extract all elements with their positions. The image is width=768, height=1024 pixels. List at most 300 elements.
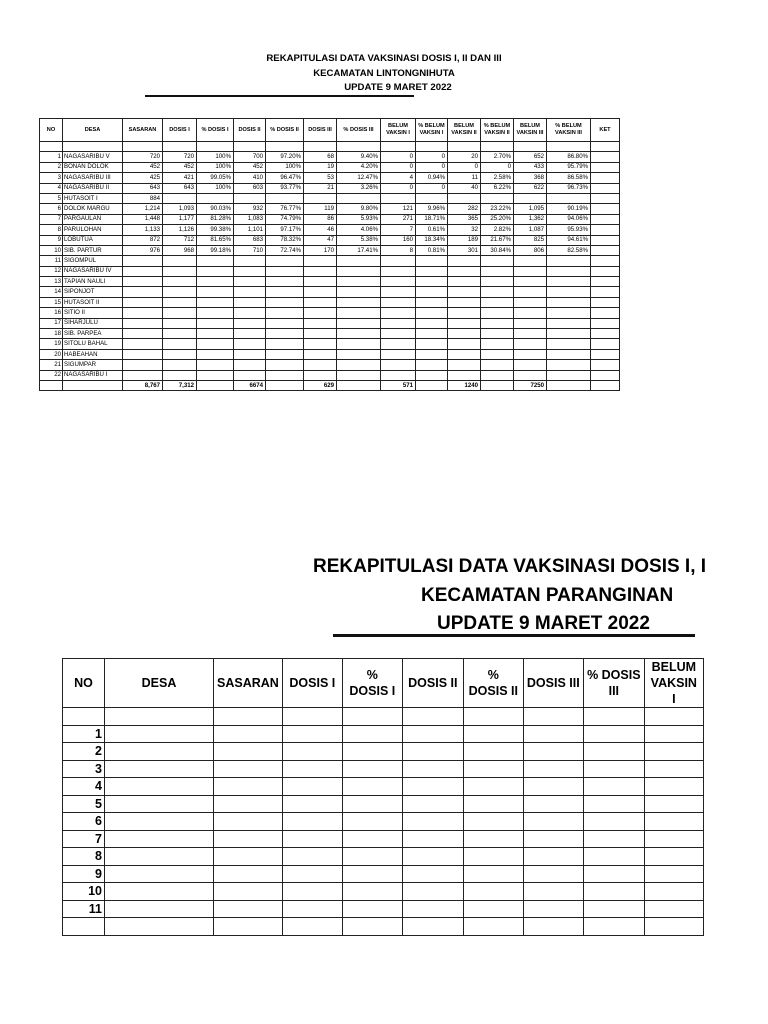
- table-cell: 643: [163, 183, 197, 193]
- village-name: DOLOK MARGU: [63, 204, 123, 214]
- table-cell: [337, 308, 381, 318]
- table-cell: [644, 760, 703, 778]
- table-cell: [547, 318, 591, 328]
- table-cell: [381, 308, 416, 318]
- table-cell: 1,448: [123, 214, 163, 224]
- table-row: [63, 760, 704, 778]
- table-cell: [448, 297, 481, 307]
- row-number: 1: [63, 725, 105, 743]
- table-cell: 976: [123, 245, 163, 255]
- table-cell: [514, 287, 547, 297]
- table-cell: [523, 708, 583, 726]
- table-cell: [381, 277, 416, 287]
- table-cell: [163, 287, 197, 297]
- table-cell: 99.38%: [197, 225, 234, 235]
- table-cell: [282, 813, 342, 831]
- table-cell: [583, 883, 644, 901]
- table-cell: [591, 360, 620, 370]
- table-row: [40, 193, 620, 203]
- total-cell: [481, 380, 514, 390]
- column-header: % BELUM VAKSIN I: [416, 119, 448, 142]
- table-cell: [547, 329, 591, 339]
- table-cell: [514, 360, 547, 370]
- table-cell: 884: [123, 193, 163, 203]
- table-cell: [547, 349, 591, 359]
- table-cell: [448, 360, 481, 370]
- table-cell: 90.03%: [197, 204, 234, 214]
- row-number: 7: [63, 830, 105, 848]
- table-cell: [337, 339, 381, 349]
- total-cell: [197, 380, 234, 390]
- table-cell: [123, 339, 163, 349]
- table-cell: 1,101: [234, 225, 266, 235]
- table-cell: 3.26%: [337, 183, 381, 193]
- table-cell: 301: [448, 245, 481, 255]
- table-cell: [342, 918, 402, 936]
- table-row: [40, 308, 620, 318]
- table-row: [40, 214, 620, 224]
- table-cell: 4.06%: [337, 225, 381, 235]
- table-cell: 5.38%: [337, 235, 381, 245]
- table-cell: 170: [304, 245, 337, 255]
- table-row: [40, 266, 620, 276]
- table-cell: 0: [448, 162, 481, 172]
- column-header: BELUM VAKSIN III: [514, 119, 547, 142]
- table-cell: 12.47%: [337, 173, 381, 183]
- table-cell: 32: [448, 225, 481, 235]
- village-name: LOBUTUA: [63, 235, 123, 245]
- table-cell: [123, 142, 163, 152]
- title-line-3: UPDATE 9 MARET 2022: [344, 82, 452, 93]
- table-cell: [105, 883, 214, 901]
- table-cell: [591, 204, 620, 214]
- table-cell: [214, 813, 283, 831]
- table-cell: 825: [514, 235, 547, 245]
- table-cell: [463, 865, 523, 883]
- table-cell: 0: [416, 162, 448, 172]
- table-cell: [197, 193, 234, 203]
- table-cell: [123, 277, 163, 287]
- table-cell: [463, 848, 523, 866]
- row-number: 7: [40, 214, 63, 224]
- table-cell: [123, 256, 163, 266]
- table-cell: [266, 256, 304, 266]
- table-cell: 95.93%: [547, 225, 591, 235]
- table-cell: [463, 795, 523, 813]
- table-cell: [266, 349, 304, 359]
- row-number: 2: [63, 743, 105, 761]
- row-number: 1: [40, 152, 63, 162]
- table-cell: [416, 297, 448, 307]
- table-cell: [523, 883, 583, 901]
- table-cell: [197, 297, 234, 307]
- table-cell: 1,362: [514, 214, 547, 224]
- table-cell: 25.20%: [481, 214, 514, 224]
- row-number: 17: [40, 318, 63, 328]
- table-cell: 68: [304, 152, 337, 162]
- blank-row: [63, 708, 704, 726]
- table-row: [63, 725, 704, 743]
- table-cell: [163, 256, 197, 266]
- table-cell: [234, 329, 266, 339]
- table-cell: [644, 708, 703, 726]
- table-cell: [40, 142, 63, 152]
- table-cell: [591, 339, 620, 349]
- table-cell: [448, 370, 481, 380]
- table-cell: [591, 142, 620, 152]
- table-cell: [123, 266, 163, 276]
- table-cell: [197, 329, 234, 339]
- table-cell: [214, 778, 283, 796]
- table-cell: [214, 743, 283, 761]
- table-row: [40, 329, 620, 339]
- table-cell: [381, 256, 416, 266]
- table-cell: [481, 318, 514, 328]
- table-cell: [583, 725, 644, 743]
- table-cell: [644, 778, 703, 796]
- table-cell: [448, 287, 481, 297]
- table-cell: 1,126: [163, 225, 197, 235]
- table-cell: [591, 152, 620, 162]
- village-name: HUTASOIT I: [63, 193, 123, 203]
- table-cell: 433: [514, 162, 547, 172]
- table-cell: 8: [381, 245, 416, 255]
- table-cell: 121: [381, 204, 416, 214]
- table-cell: [416, 193, 448, 203]
- table-cell: [481, 360, 514, 370]
- table-cell: [342, 708, 402, 726]
- row-number: 19: [40, 339, 63, 349]
- total-cell: [416, 380, 448, 390]
- table-cell: [514, 308, 547, 318]
- table-cell: [591, 266, 620, 276]
- table-cell: [523, 725, 583, 743]
- table-cell: [514, 256, 547, 266]
- table-cell: 30.84%: [481, 245, 514, 255]
- table-cell: [234, 318, 266, 328]
- row-number: 13: [40, 277, 63, 287]
- table-cell: [197, 370, 234, 380]
- table-cell: 452: [123, 162, 163, 172]
- table-cell: 119: [304, 204, 337, 214]
- table-cell: [463, 708, 523, 726]
- table-cell: [402, 918, 463, 936]
- table-cell: [547, 256, 591, 266]
- table-cell: [381, 266, 416, 276]
- row-number: 3: [40, 173, 63, 183]
- table-cell: [105, 743, 214, 761]
- table-cell: 710: [234, 245, 266, 255]
- table-cell: [514, 370, 547, 380]
- table-cell: [105, 848, 214, 866]
- table-cell: [481, 370, 514, 380]
- table-cell: [583, 900, 644, 918]
- table-cell: [402, 830, 463, 848]
- total-cell: [40, 380, 63, 390]
- table-cell: [463, 813, 523, 831]
- table-cell: 932: [234, 204, 266, 214]
- table-cell: [163, 360, 197, 370]
- table-cell: [342, 830, 402, 848]
- table-cell: 806: [514, 245, 547, 255]
- column-header: DOSIS I: [163, 119, 197, 142]
- table-cell: 683: [234, 235, 266, 245]
- table-cell: [123, 297, 163, 307]
- table-cell: 40: [448, 183, 481, 193]
- table-cell: [583, 865, 644, 883]
- table-cell: 18.34%: [416, 235, 448, 245]
- table-cell: [197, 308, 234, 318]
- row-number: 8: [63, 848, 105, 866]
- village-name: HUTASOIT II: [63, 297, 123, 307]
- table-cell: [342, 760, 402, 778]
- title-underline: [145, 95, 414, 97]
- vaccination-table-paranginan: [62, 658, 704, 936]
- table-cell: [105, 830, 214, 848]
- table-cell: [547, 142, 591, 152]
- table-cell: [304, 318, 337, 328]
- village-name: PARGAULAN: [63, 214, 123, 224]
- table-cell: [63, 708, 105, 726]
- table-cell: [402, 708, 463, 726]
- total-cell: 6674: [234, 380, 266, 390]
- table-row: [63, 743, 704, 761]
- row-number: 10: [40, 245, 63, 255]
- table-cell: [523, 778, 583, 796]
- column-header: % BELUM VAKSIN II: [481, 119, 514, 142]
- table-cell: [214, 830, 283, 848]
- table-cell: [304, 287, 337, 297]
- row-number: 20: [40, 349, 63, 359]
- table-cell: [197, 287, 234, 297]
- table-cell: 365: [448, 214, 481, 224]
- table-cell: [381, 193, 416, 203]
- table-cell: 46: [304, 225, 337, 235]
- title-line-2: KECAMATAN LINTONGNIHUTA: [313, 68, 455, 79]
- table-cell: [381, 287, 416, 297]
- table-cell: 0.81%: [416, 245, 448, 255]
- table-cell: [342, 900, 402, 918]
- table-cell: [583, 918, 644, 936]
- table-cell: [591, 287, 620, 297]
- table-cell: [342, 743, 402, 761]
- table-cell: [591, 308, 620, 318]
- table-cell: [105, 813, 214, 831]
- table-row: [40, 235, 620, 245]
- table-cell: [448, 349, 481, 359]
- table-cell: [123, 349, 163, 359]
- table-cell: [402, 900, 463, 918]
- table-cell: 100%: [266, 162, 304, 172]
- table-cell: [304, 349, 337, 359]
- table-cell: [381, 329, 416, 339]
- table-cell: [481, 329, 514, 339]
- table-cell: [514, 193, 547, 203]
- column-header: DOSIS II: [402, 659, 463, 708]
- table-cell: [105, 778, 214, 796]
- table-cell: [514, 339, 547, 349]
- table-cell: 97.20%: [266, 152, 304, 162]
- table-cell: 1,214: [123, 204, 163, 214]
- table-cell: [514, 349, 547, 359]
- table-cell: 78.32%: [266, 235, 304, 245]
- table-cell: [523, 743, 583, 761]
- table-cell: [416, 308, 448, 318]
- table-cell: 82.58%: [547, 245, 591, 255]
- table-cell: [105, 795, 214, 813]
- table-cell: [523, 760, 583, 778]
- table-cell: [591, 183, 620, 193]
- column-header: % DOSIS II: [266, 119, 304, 142]
- table-cell: 0: [381, 183, 416, 193]
- table-cell: [105, 865, 214, 883]
- table-cell: 0: [381, 152, 416, 162]
- row-number: 5: [40, 193, 63, 203]
- village-name: BONAN DOLOK: [63, 162, 123, 172]
- column-header: SASARAN: [123, 119, 163, 142]
- table-cell: 720: [163, 152, 197, 162]
- table-cell: 2.58%: [481, 173, 514, 183]
- column-header: DOSIS I: [282, 659, 342, 708]
- column-header: DOSIS III: [304, 119, 337, 142]
- table-cell: 452: [163, 162, 197, 172]
- table-cell: [591, 162, 620, 172]
- table-cell: [591, 235, 620, 245]
- table-cell: [381, 370, 416, 380]
- table-cell: [591, 297, 620, 307]
- table-cell: [402, 883, 463, 901]
- table-cell: 1,087: [514, 225, 547, 235]
- table-row: [40, 204, 620, 214]
- table-cell: [547, 360, 591, 370]
- table-cell: [63, 918, 105, 936]
- table-cell: 712: [163, 235, 197, 245]
- table-cell: [337, 349, 381, 359]
- table-cell: [547, 339, 591, 349]
- table-row: [40, 349, 620, 359]
- table-cell: [337, 297, 381, 307]
- table-cell: 100%: [197, 162, 234, 172]
- table-cell: [416, 318, 448, 328]
- village-name: SIPONJOT: [63, 287, 123, 297]
- table-cell: [381, 318, 416, 328]
- row-number: 12: [40, 266, 63, 276]
- table-cell: [644, 918, 703, 936]
- table-cell: [163, 308, 197, 318]
- table-cell: [234, 277, 266, 287]
- table-cell: 100%: [197, 152, 234, 162]
- table-cell: 94.06%: [547, 214, 591, 224]
- table-cell: [234, 297, 266, 307]
- table-cell: [547, 277, 591, 287]
- table-cell: [463, 743, 523, 761]
- column-header: % DOSIS I: [342, 659, 402, 708]
- table-cell: 0.94%: [416, 173, 448, 183]
- table-cell: 20: [448, 152, 481, 162]
- table-cell: 21.67%: [481, 235, 514, 245]
- table-row: [40, 297, 620, 307]
- table-cell: 2.82%: [481, 225, 514, 235]
- table-cell: [416, 339, 448, 349]
- table-cell: [583, 795, 644, 813]
- village-name: NAGASARIBU III: [63, 173, 123, 183]
- table-cell: 47: [304, 235, 337, 245]
- table-cell: [214, 900, 283, 918]
- table-cell: [214, 725, 283, 743]
- table-cell: [282, 865, 342, 883]
- table-cell: [416, 266, 448, 276]
- table-cell: [644, 865, 703, 883]
- table-cell: 2.70%: [481, 152, 514, 162]
- table-cell: [448, 318, 481, 328]
- table-row: [40, 173, 620, 183]
- table-cell: [523, 848, 583, 866]
- table-row: [63, 795, 704, 813]
- row-number: 4: [63, 778, 105, 796]
- table-cell: [163, 349, 197, 359]
- total-cell: 7250: [514, 380, 547, 390]
- table-cell: 1,177: [163, 214, 197, 224]
- table-cell: [523, 795, 583, 813]
- table-cell: [266, 360, 304, 370]
- total-cell: [591, 380, 620, 390]
- table-cell: 23.22%: [481, 204, 514, 214]
- table-row: [40, 225, 620, 235]
- title-underline: [333, 634, 695, 637]
- table-cell: [591, 173, 620, 183]
- table-cell: 4.20%: [337, 162, 381, 172]
- table-cell: [234, 339, 266, 349]
- row-number: 10: [63, 883, 105, 901]
- table-cell: 9.96%: [416, 204, 448, 214]
- village-name: HABEAHAN: [63, 349, 123, 359]
- row-number: 5: [63, 795, 105, 813]
- row-number: 6: [63, 813, 105, 831]
- table-cell: 99.05%: [197, 173, 234, 183]
- table-cell: [304, 308, 337, 318]
- table-cell: [214, 848, 283, 866]
- table-row: [40, 339, 620, 349]
- table-cell: 99.18%: [197, 245, 234, 255]
- column-header: % DOSIS III: [583, 659, 644, 708]
- total-cell: 1240: [448, 380, 481, 390]
- table-cell: [105, 760, 214, 778]
- table-cell: [416, 142, 448, 152]
- total-cell: [547, 380, 591, 390]
- table-cell: [304, 329, 337, 339]
- table-cell: [282, 760, 342, 778]
- table-cell: [266, 370, 304, 380]
- table-cell: [416, 277, 448, 287]
- table-cell: [234, 256, 266, 266]
- table-row: [40, 370, 620, 380]
- table-cell: [448, 142, 481, 152]
- table-cell: [514, 297, 547, 307]
- table-cell: [547, 193, 591, 203]
- table-cell: [591, 277, 620, 287]
- table-cell: 1,083: [234, 214, 266, 224]
- village-name: PARULOHAN: [63, 225, 123, 235]
- table-cell: [416, 287, 448, 297]
- table-cell: [481, 308, 514, 318]
- table-cell: [547, 287, 591, 297]
- table-cell: [266, 297, 304, 307]
- table-row: [63, 865, 704, 883]
- column-header: DESA: [105, 659, 214, 708]
- table-cell: 622: [514, 183, 547, 193]
- table-cell: 643: [123, 183, 163, 193]
- table-cell: [197, 266, 234, 276]
